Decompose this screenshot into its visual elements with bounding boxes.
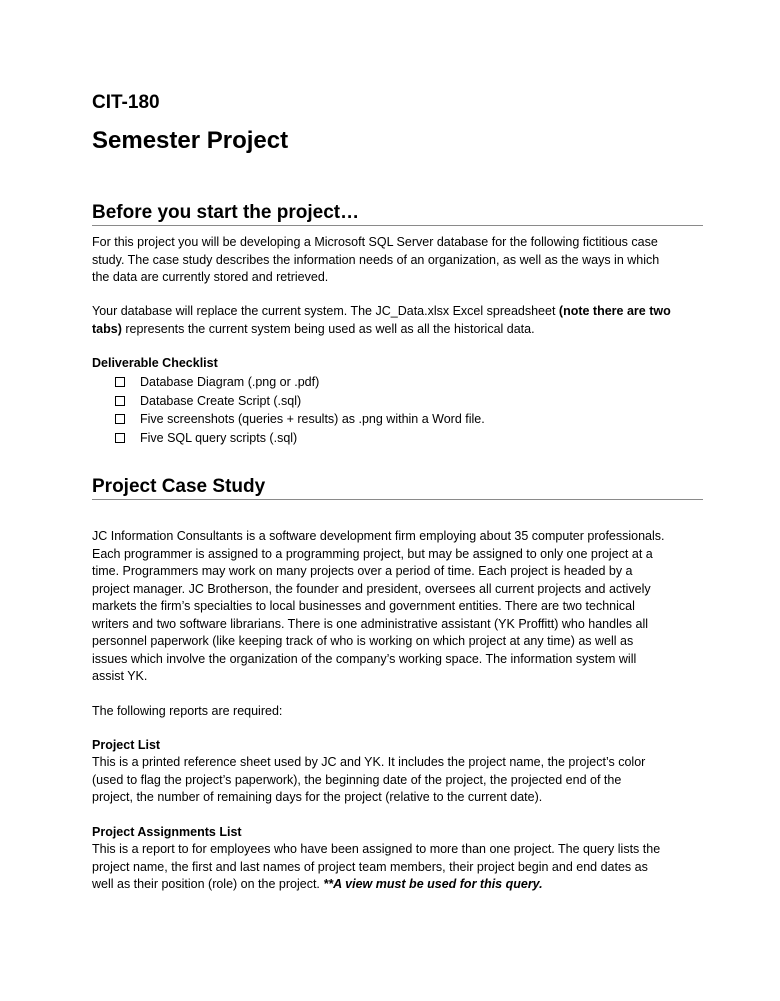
checklist-title: Deliverable Checklist (92, 356, 218, 370)
checkbox-icon (115, 433, 125, 443)
paragraph-line: project, the number of remaining days for the project (relative to the current date). (92, 790, 543, 804)
checklist-item-label: Database Diagram (.png or .pdf) (140, 375, 320, 390)
emphasis-text: must be used for this query. (372, 877, 543, 891)
checkbox-icon (115, 377, 125, 387)
checklist-item (115, 410, 485, 429)
deliverable-checklist (115, 373, 485, 447)
emphasis-text: **A (323, 877, 346, 891)
paragraph-line: time. Programmers may work on many projects over a period of time. Each project is headed by a (92, 564, 633, 578)
checkbox-icon (115, 396, 125, 406)
checklist-item (115, 392, 485, 411)
replacement-paragraph (92, 303, 707, 338)
paragraph-line: Each programmer is assigned to a programming project, but may be assigned to only one project at a (92, 546, 653, 561)
paragraph-line: project manager. JC Brotherson, the founder and president, oversees all current projects and actively (92, 581, 651, 596)
checklist-item-label: Five SQL query scripts (.sql) (140, 430, 298, 445)
assignments-list-description (92, 841, 707, 894)
emphasis-text: view (345, 877, 373, 891)
paragraph-line: (used to flag the project’s paperwork), the beginning date of the project, the projected end of the (92, 772, 622, 787)
paragraph-text: represents the current system being used as well as all the historical data. (121, 321, 535, 336)
project-list-title: Project List (92, 738, 161, 752)
checklist-item (115, 429, 485, 448)
reports-intro: The following reports are required: (92, 704, 283, 718)
section-heading-before-start: Before you start the project… (92, 202, 360, 223)
paragraph-line (92, 876, 707, 894)
section-divider (92, 225, 703, 226)
paragraph-line: This is a report to for employees who have been assigned to more than one project. The query lists the (92, 842, 661, 856)
paragraph-line (92, 321, 707, 339)
paragraph-line: JC Information Consultants is a software development firm employing about 35 computer professionals. (92, 529, 665, 543)
checklist-item (115, 373, 485, 392)
paragraph-line: markets the firm’s specialties to local businesses and government entities. There are two technical (92, 599, 635, 613)
paragraph-line: assist YK. (92, 669, 148, 683)
intro-paragraph (92, 234, 707, 287)
assignments-list-title: Project Assignments List (92, 825, 242, 839)
paragraph-line: This is a printed reference sheet used by JC and YK. It includes the project name, the project’s color (92, 755, 646, 769)
paragraph-bold: (note there are two (558, 304, 671, 318)
paragraph-line: the data are currently stored and retrieved. (92, 270, 329, 284)
case-study-paragraph (92, 528, 707, 686)
checklist-item-label: Database Create Script (.sql) (140, 393, 302, 408)
section-heading-case-study: Project Case Study (92, 476, 266, 497)
paragraph-line: issues which involve the organization of the company’s working space. The information system will (92, 651, 637, 666)
paragraph-bold: tabs) (92, 321, 122, 336)
paragraph-text: well as their position (role) on the project. (92, 877, 324, 891)
paragraph-line: writers and two software librarians. There is one administrative assistant (YK Proffitt) who handles all (92, 616, 649, 631)
paragraph-line: For this project you will be developing a Microsoft SQL Server database for the following fictitious case (92, 235, 658, 249)
paragraph-line: study. The case study describes the information needs of an organization, as well as the ways in which (92, 252, 660, 267)
paragraph-line (92, 303, 707, 321)
checklist-item-label: Five screenshots (queries + results) as .png within a Word file. (140, 412, 485, 427)
document-title: Semester Project (92, 127, 289, 154)
course-code: CIT-180 (92, 92, 160, 113)
section-divider (92, 499, 703, 500)
project-list-description (92, 754, 707, 807)
paragraph-line: project name, the first and last names of project team members, their project begin and end dates as (92, 859, 648, 874)
checkbox-icon (115, 414, 125, 424)
paragraph-text: Your database will replace the current system. The JC_Data.xlsx Excel spreadsheet (92, 304, 559, 318)
paragraph-line: personnel paperwork (like keeping track of who is working on which project at any time) as well as (92, 634, 634, 648)
